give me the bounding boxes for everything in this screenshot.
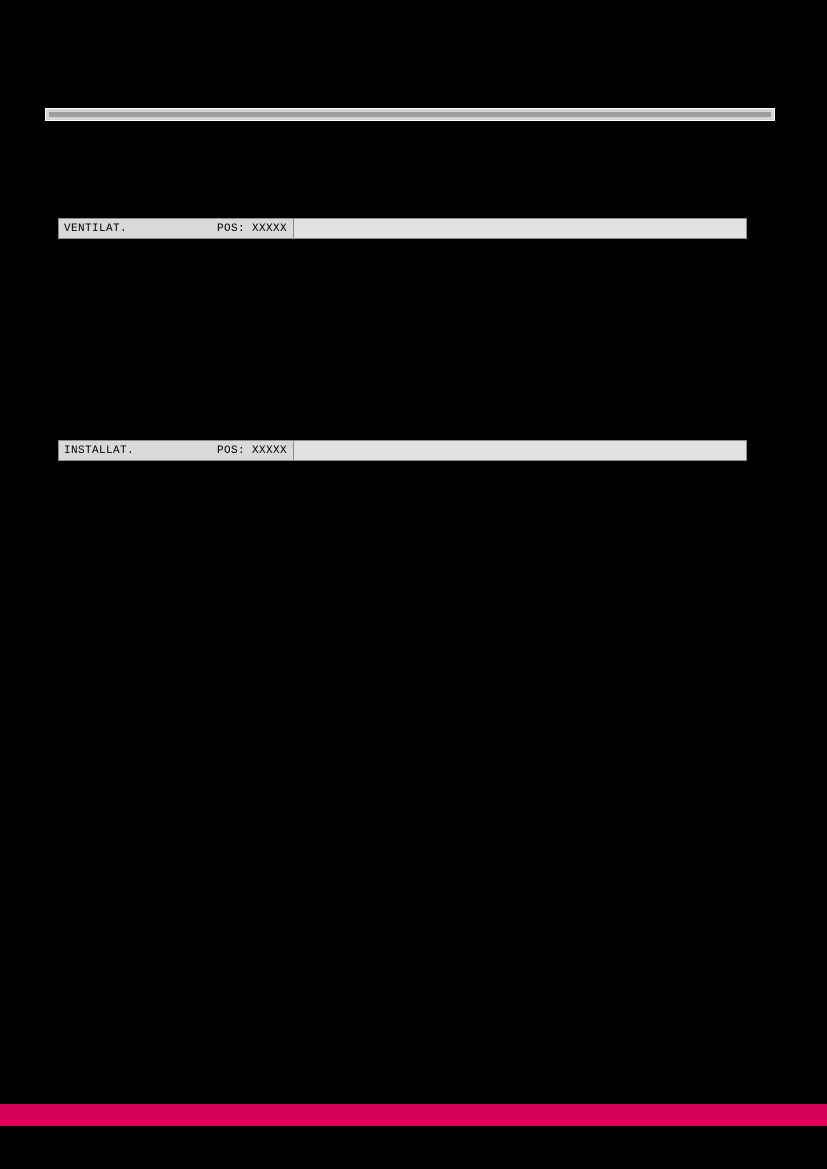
field-position-text: POS: XXXXX — [216, 222, 287, 235]
field-label-installation — [58, 440, 294, 461]
field-row — [58, 218, 747, 239]
field-value-ventilation[interactable] — [294, 218, 747, 239]
progress-bar[interactable] — [45, 108, 775, 121]
bottom-accent-band — [0, 1104, 827, 1126]
field-label-ventilation — [58, 218, 294, 239]
field-label-text: VENTILAT. — [64, 222, 128, 235]
field-label-text: INSTALLAT. — [64, 444, 135, 457]
field-value-installation[interactable] — [294, 440, 747, 461]
field-row — [58, 440, 747, 461]
progress-bar-fill — [49, 112, 771, 117]
field-position-text: POS: XXXXX — [216, 444, 287, 457]
